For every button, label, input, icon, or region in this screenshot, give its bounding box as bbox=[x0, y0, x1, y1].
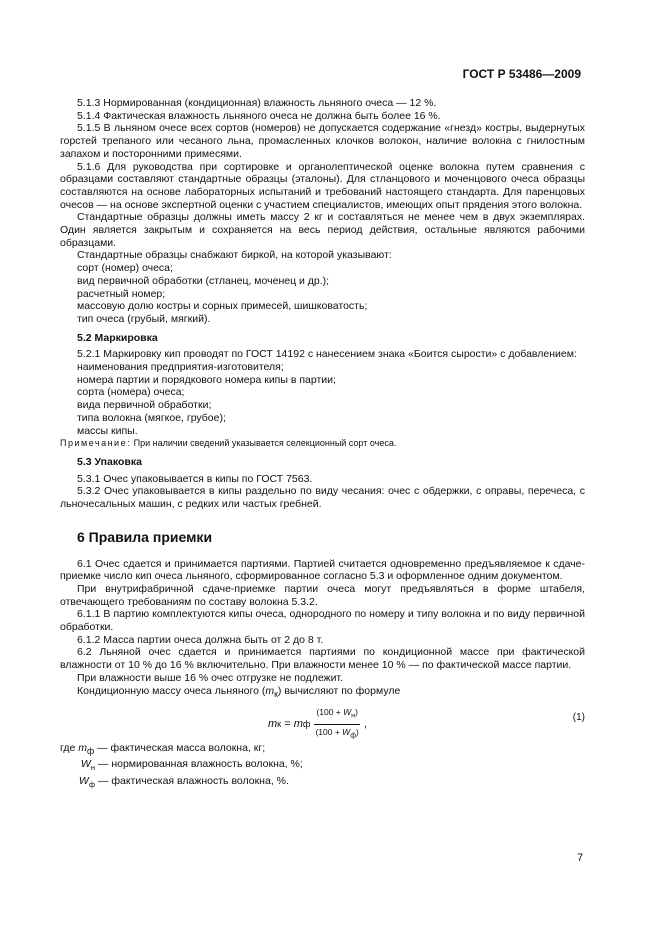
clause-6-2: 6.2 Льняной очес сдается и принимается партиями по кондиционной массе при фактической влажности от 10 % до 16 % включительно. При влажности менее 10 % — по фактической массе партии. bbox=[60, 646, 585, 672]
marking-heading: 5.2 Маркировка bbox=[77, 331, 158, 344]
in-factory-paragraph: При внутрифабричной сдаче-приемке партии очеса могут предъявляться в форме штабеля, отвечающего требованиям по составу волокна 5.3.2. bbox=[60, 582, 585, 608]
definition-row: $W_ф$ — фактическая влажность волокна, %. bbox=[78, 774, 289, 790]
marking-list-item: номера партии и порядкового номера кипы в партии; bbox=[77, 373, 336, 386]
clause-5-3-2: 5.3.2 Очес упаковывается в кипы раздельно по виду чесания: очес с обдержки, с оправы, перечеса, с льночесальных машин, с редких или частых гребней. bbox=[60, 485, 585, 511]
clause-5-1-4: 5.1.4 Фактическая влажность льняного очеса не должна быть более 16 %. bbox=[77, 109, 441, 122]
section-6-heading: 6 Правила приемки bbox=[77, 528, 213, 545]
clause-5-1-5: 5.1.5 В льняном очесе всех сортов (номеров) не допускается содержание «гнезд» костры, выдернутых горстей трепаного или чесаного льна, промасленных клочков волокон, наличие волокна с гнилостным запахом и посторонними примесями. bbox=[60, 122, 585, 160]
marking-list-item: наименования предприятия-изготовителя; bbox=[77, 361, 284, 374]
clause-6-1-1: 6.1.1 В партию комплектуются кипы очеса, однородного по номеру и типу волокна и по виду первичной обработки. bbox=[60, 608, 585, 634]
marking-list-item: массы кипы. bbox=[77, 424, 138, 437]
note-text: При наличии сведений указывается селекционный сорт очеса. bbox=[131, 438, 397, 449]
tag-list-item: массовую долю костры и сорных примесей, шишковатость; bbox=[77, 300, 368, 313]
definition-row: где $m_ф$ — фактическая масса волокна, кг; bbox=[60, 742, 266, 757]
formula-expression: m к = m ф $\frac{(100 + W_н)}{(100 + W_ф)}$ , bbox=[268, 706, 367, 742]
marking-list-item: типа волокна (мягкое, грубое); bbox=[77, 411, 226, 424]
tag-list-item: расчетный номер; bbox=[77, 287, 166, 300]
page-body bbox=[60, 97, 585, 792]
note-label: Примечание: bbox=[60, 438, 132, 449]
clause-5-1-3: 5.1.3 Нормированная (кондиционная) влажность льняного очеса — 12 %. bbox=[77, 97, 437, 109]
formula-block bbox=[60, 704, 585, 738]
clause-5-2-1: 5.2.1 Маркировку кип проводят по ГОСТ 14192 с нанесением знака «Боится сырости» с добавлением: bbox=[77, 348, 577, 361]
marking-list-item: сорта (номера) очеса; bbox=[77, 386, 185, 399]
document-code: ГОСТ Р 53486—2009 bbox=[462, 67, 581, 81]
moisture-limit-paragraph: При влажности выше 16 % очес отгрузке не подлежит. bbox=[77, 671, 343, 684]
page-number: 7 bbox=[577, 852, 584, 864]
tag-list-item: сорт (номер) очеса; bbox=[77, 262, 173, 275]
standard-samples-paragraph: Стандартные образцы должны иметь массу 2 кг и составляться не менее чем в двух экземплярах. Один является закрытым и сохраняется на весь период действия, остальные являются рабочими образцами. bbox=[60, 211, 585, 249]
formula-denominator: $(100 + W_ф)$ bbox=[315, 726, 359, 740]
formula-definitions bbox=[60, 742, 585, 791]
clause-6-1: 6.1 Очес сдается и принимается партиями. Партией считается одновременно предъявляемое к сдаче-приемке число кип очеса льняного, сформированное согласно 5.3 и оформленное одним документом. bbox=[60, 557, 585, 583]
formula-number: (1) bbox=[572, 712, 585, 724]
marking-note bbox=[60, 437, 585, 450]
packing-heading: 5.3 Упаковка bbox=[77, 455, 142, 468]
formula-fraction bbox=[313, 706, 360, 742]
tag-list-item: тип очеса (грубый, мягкий). bbox=[77, 312, 211, 325]
tag-list-item: вид первичной обработки (стланец, моченец и др.); bbox=[77, 274, 330, 287]
tag-intro-paragraph: Стандартные образцы снабжают биркой, на которой указывают: bbox=[77, 249, 392, 262]
clause-5-1-6: 5.1.6 Для руководства при сортировке и органолептической оценке волокна путем сравнения с образцами составляют стандартные образцы (эталоны). Для стланцового и моченцового очеса образцы составляются на основе лабораторных испытаний и требований настоящего стандарта. Для паренцовых очесов — на основе экспертной оценки с участием специалистов, имеющих опыт прядения этого волокна. bbox=[60, 160, 585, 211]
formula-numerator: $(100 + W_н)$ bbox=[314, 706, 360, 724]
marking-list-item: вида первичной обработки; bbox=[77, 399, 212, 412]
definition-row: $W_н$ — нормированная влажность волокна, %; bbox=[80, 758, 303, 773]
formula-intro-paragraph: Кондиционную массу очеса льняного $(m_к)$ вычисляют по формуле bbox=[77, 684, 401, 699]
clause-6-1-2: 6.1.2 Масса партии очеса должна быть от 2 до 8 т. bbox=[77, 633, 324, 646]
clause-5-3-1: 5.3.1 Очес упаковывается в кипы по ГОСТ 7563. bbox=[77, 472, 313, 485]
